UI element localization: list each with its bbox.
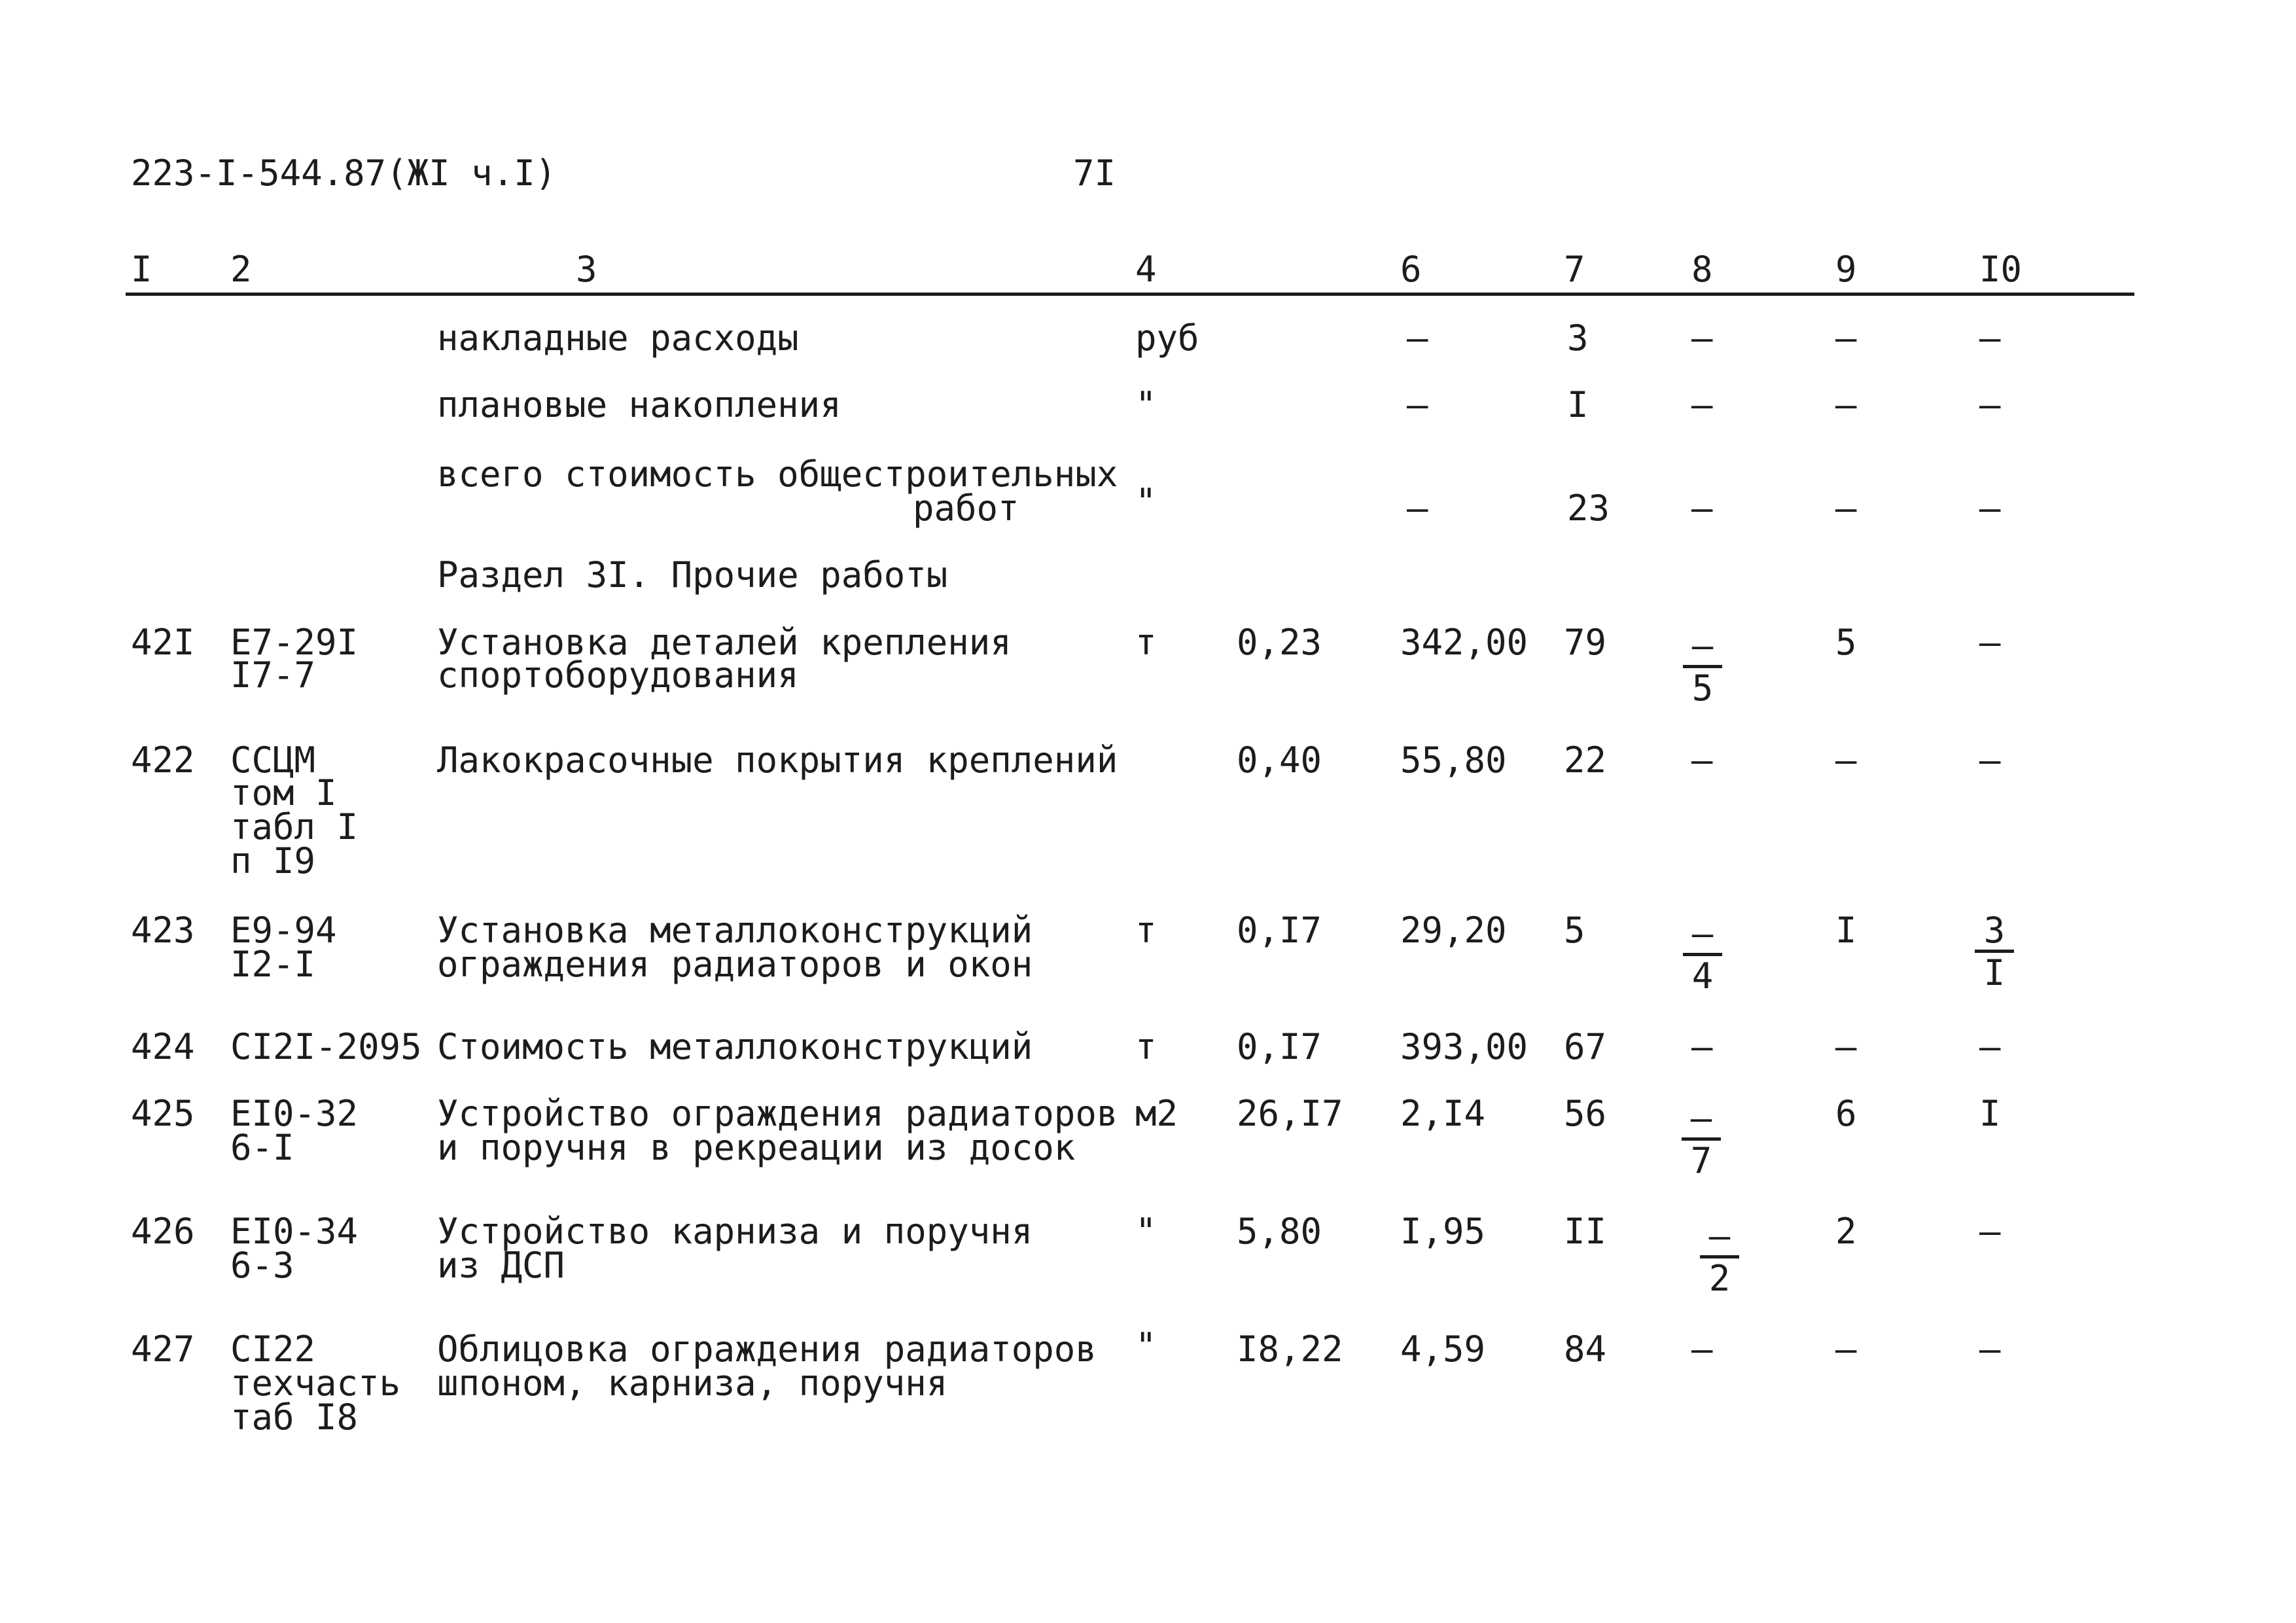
fraction-numerator: –	[1682, 1101, 1721, 1141]
row-name: Установка деталей крепления	[437, 622, 1012, 663]
row-code: Е7-29I	[230, 622, 359, 663]
row-total: 67	[1564, 1026, 1607, 1067]
row-number: 423	[131, 910, 195, 951]
row-total: 23	[1567, 488, 1610, 529]
row-name: плановые накопления	[437, 384, 841, 425]
row-col8: –	[1691, 740, 1713, 781]
row-col9: –	[1835, 1329, 1857, 1370]
column-header-3: 3	[576, 249, 597, 290]
row-unit: м2	[1135, 1093, 1178, 1134]
row-code: Е9-94	[230, 910, 337, 951]
row-price: 29,20	[1400, 910, 1507, 951]
row-col8-fraction	[1683, 625, 1722, 709]
column-header-7: 7	[1564, 249, 1585, 290]
row-quantity: 0,40	[1237, 740, 1322, 781]
row-unit: т	[1135, 910, 1157, 951]
row-code-line2: техчасть	[230, 1363, 401, 1404]
row-col10-fraction	[1975, 910, 2014, 993]
row-col9: –	[1835, 1026, 1857, 1067]
row-name-cont: и поручня в рекреации из досок	[437, 1127, 1076, 1168]
row-col8-fraction	[1682, 1097, 1721, 1181]
row-quantity: 5,80	[1237, 1211, 1322, 1252]
row-col9: –	[1835, 740, 1857, 781]
column-header-6: 6	[1400, 249, 1422, 290]
row-col9: I	[1835, 910, 1857, 951]
column-header-4: 4	[1135, 249, 1157, 290]
row-price: 4,59	[1400, 1329, 1486, 1370]
row-col8: –	[1691, 1329, 1713, 1370]
row-name-cont: работ	[913, 488, 1019, 529]
row-col10: –	[1979, 1026, 2001, 1067]
row-col8: –	[1691, 1026, 1713, 1067]
fraction-denominator: 4	[1691, 955, 1714, 997]
row-price: 342,00	[1400, 622, 1528, 663]
row-quantity: 0,I7	[1237, 1026, 1322, 1067]
row-name: Лакокрасочные покрытия креплений	[437, 740, 1118, 781]
row-code-line2: 6-I	[230, 1127, 294, 1168]
row-price: –	[1407, 488, 1428, 529]
row-code-line3: табл I	[230, 806, 359, 847]
row-quantity: 0,23	[1237, 622, 1322, 663]
row-col9: 6	[1835, 1093, 1857, 1134]
row-code: СI22	[230, 1329, 316, 1370]
page-number: 7I	[1073, 152, 1116, 194]
row-quantity: 0,I7	[1237, 910, 1322, 951]
column-header-1: I	[131, 249, 152, 290]
row-number: 422	[131, 740, 195, 781]
row-code-line2: I2-I	[230, 944, 316, 985]
row-col10: –	[1979, 317, 2001, 359]
row-total: 3	[1567, 317, 1589, 359]
row-quantity: I8,22	[1237, 1329, 1343, 1370]
row-name: Установка металлоконструкций	[437, 910, 1033, 951]
row-code-line3: таб I8	[230, 1397, 359, 1438]
row-unit: т	[1135, 1026, 1157, 1067]
row-code: ЕI0-34	[230, 1211, 359, 1252]
row-price: 393,00	[1400, 1026, 1528, 1067]
row-name-cont: ограждения радиаторов и окон	[437, 944, 1033, 985]
row-total: II	[1564, 1211, 1607, 1252]
row-code: ССЦМ	[230, 740, 316, 781]
fraction-denominator: I	[1983, 952, 2005, 993]
row-name: Устройство карниза и поручня	[437, 1211, 1033, 1252]
row-total: 79	[1564, 622, 1607, 663]
fraction-denominator: 5	[1691, 668, 1714, 709]
row-col8: –	[1691, 488, 1713, 529]
row-code-line2: том I	[230, 772, 337, 813]
row-col10: –	[1979, 488, 2001, 529]
row-col10: –	[1979, 1211, 2001, 1252]
row-col10: –	[1979, 384, 2001, 425]
row-total: 22	[1564, 740, 1607, 781]
fraction-denominator: 2	[1708, 1258, 1731, 1299]
row-code: СI2I-2095	[230, 1026, 422, 1067]
fraction-numerator: –	[1700, 1219, 1739, 1258]
column-header-8: 8	[1691, 249, 1713, 290]
row-name: Облицовка ограждения радиаторов	[437, 1329, 1097, 1370]
row-name-cont: шпоном, карниза, поручня	[437, 1363, 948, 1404]
row-price: –	[1407, 317, 1428, 359]
row-code-line2: I7-7	[230, 654, 316, 696]
row-unit: "	[1135, 1325, 1157, 1366]
row-name-cont: из ДСП	[437, 1245, 565, 1286]
row-col9: –	[1835, 317, 1857, 359]
row-unit: "	[1135, 481, 1157, 522]
header-rule	[126, 293, 2134, 296]
row-total: 56	[1564, 1093, 1607, 1134]
row-col10: –	[1979, 622, 2001, 663]
row-price: I,95	[1400, 1211, 1486, 1252]
row-col9: –	[1835, 384, 1857, 425]
document-code: 223-I-544.87(ЖI ч.I)	[131, 152, 557, 194]
row-unit: руб	[1135, 317, 1199, 359]
fraction-denominator: 7	[1690, 1140, 1712, 1181]
column-header-2: 2	[230, 249, 252, 290]
row-name: всего стоимость общестроительных	[437, 454, 1118, 495]
row-col9: –	[1835, 488, 1857, 529]
row-name-cont: спортоборудования	[437, 654, 799, 696]
row-total: 84	[1564, 1329, 1607, 1370]
row-code: ЕI0-32	[230, 1093, 359, 1134]
row-col9: 2	[1835, 1211, 1857, 1252]
row-name: накладные расходы	[437, 317, 799, 359]
row-quantity: 26,I7	[1237, 1093, 1343, 1134]
row-col8: –	[1691, 317, 1713, 359]
row-col10: I	[1979, 1093, 2001, 1134]
row-col8-fraction	[1683, 913, 1722, 997]
row-code-line2: 6-3	[230, 1245, 294, 1286]
row-number: 424	[131, 1026, 195, 1067]
row-price: 55,80	[1400, 740, 1507, 781]
column-header-10: I0	[1979, 249, 2022, 290]
row-col10: –	[1979, 740, 2001, 781]
fraction-numerator: –	[1683, 628, 1722, 668]
section-heading: Раздел 3I. Прочие работы	[437, 554, 948, 596]
row-total: I	[1567, 384, 1589, 425]
fraction-numerator: –	[1683, 916, 1722, 956]
row-col9: 5	[1835, 622, 1857, 663]
row-number: 427	[131, 1329, 195, 1370]
row-col8: –	[1691, 384, 1713, 425]
row-unit: "	[1135, 1211, 1157, 1252]
row-col8-fraction	[1700, 1215, 1739, 1299]
fraction-numerator: 3	[1975, 913, 2014, 953]
row-name: Стоимость металлоконструкций	[437, 1026, 1033, 1067]
column-header-9: 9	[1835, 249, 1857, 290]
row-name: Устройство ограждения радиаторов	[437, 1093, 1118, 1134]
row-code-line4: п I9	[230, 840, 316, 882]
row-number: 425	[131, 1093, 195, 1134]
row-col10: –	[1979, 1329, 2001, 1370]
row-unit: т	[1135, 622, 1157, 663]
row-total: 5	[1564, 910, 1585, 951]
row-number: 426	[131, 1211, 195, 1252]
row-price: 2,I4	[1400, 1093, 1486, 1134]
row-price: –	[1407, 384, 1428, 425]
row-unit: "	[1135, 384, 1157, 425]
row-number: 42I	[131, 622, 195, 663]
